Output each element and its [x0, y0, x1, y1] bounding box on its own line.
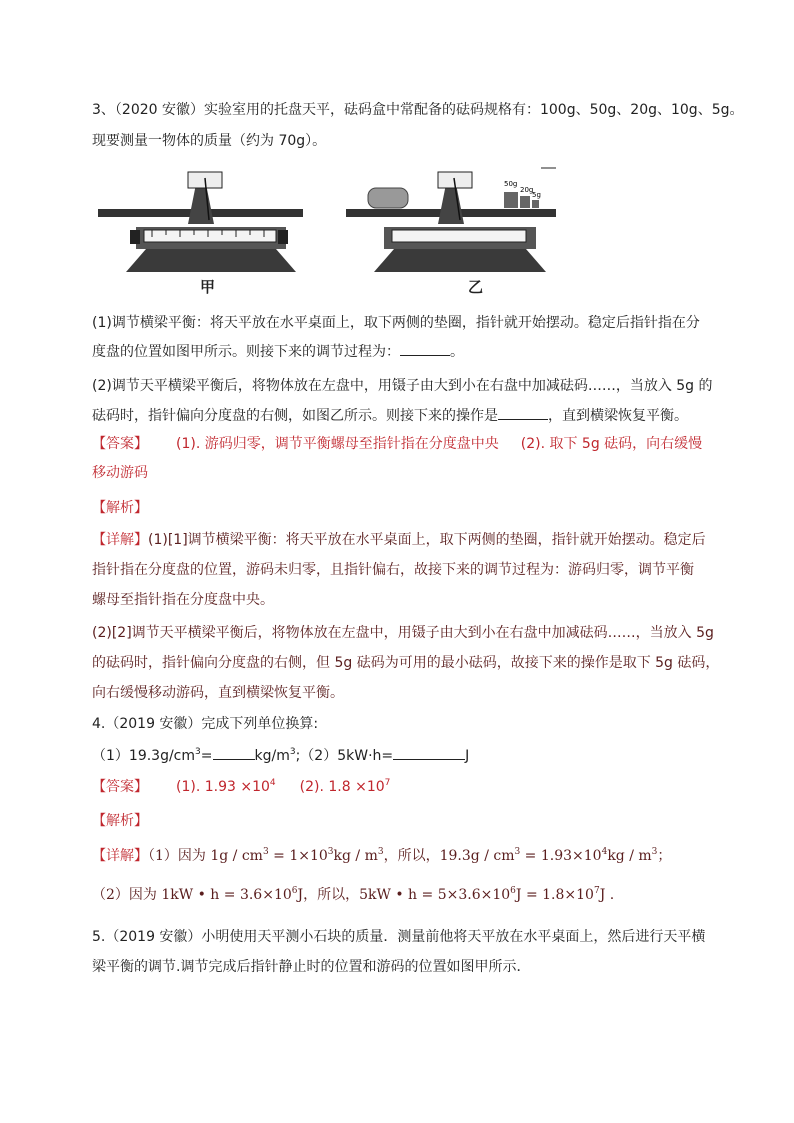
weight-label-20g: 20g — [520, 186, 534, 194]
q3-detail-line-2: 指针指在分度盘的位置，游码未归零，且指针偏右，故接下来的调节过程为：游码归零，调节平衡 — [92, 562, 694, 578]
q5-line-1: 5.（2019 安徽）小明使用天平测小石块的质量．测量前他将天平放在水平桌面上，然后进行天平横 — [92, 929, 706, 945]
q3-answer-line-1 — [92, 434, 702, 454]
q4-d1-k: kg / m — [607, 848, 652, 864]
q4-d1-i: = 1.93×10 — [520, 848, 602, 864]
q4-question — [92, 745, 469, 766]
detail-tag: 【详解】 — [92, 532, 148, 548]
q4-sup-a: 3 — [195, 747, 201, 757]
q3-detail-1: (1)[1]调节横梁平衡：将天平放在水平桌面上，取下两侧的垫圈，指针就开始摆动。稳定后 — [148, 532, 706, 548]
q3-detail-line-4: (2)[2]调节天平横梁平衡后，将物体放在左盘中，用镊子由大到小在右盘中加减砝码……，当放入 5g — [92, 625, 714, 641]
q3-detail-line-1 — [92, 530, 706, 550]
q4-d1-j: 4 — [601, 847, 608, 857]
q3-answer-1: (1). 游码归零，调节平衡螺母至指针指在分度盘中央 — [176, 436, 499, 452]
q4-d1-g: ，所以，19.3g / cm — [383, 848, 515, 864]
answer-blank-1[interactable] — [400, 341, 450, 356]
weight-label-5g: 5g — [532, 191, 541, 199]
balance-a-image — [98, 172, 303, 272]
q3-answer-2: (2). 取下 5g 砝码，向右缓慢 — [520, 436, 703, 452]
q4-text-e: J — [465, 748, 470, 764]
q4-d1-l: 3 — [651, 847, 658, 857]
q3-text-line-2: 现要测量一物体的质量（约为 70g）。 — [92, 133, 327, 149]
balance-b-image — [346, 168, 556, 272]
q3-text-line-1: 3、（2020 安徽）实验室用的托盘天平，砝码盒中常配备的砝码规格有：100g、50g、20g、10g、5g。 — [92, 102, 744, 118]
q4-d2-g: J . — [599, 887, 615, 903]
figure-label-yi: 乙 — [468, 278, 484, 296]
figure-label-jia: 甲 — [200, 278, 216, 296]
answer-tag: 【答案】 — [92, 436, 148, 452]
q4-text-a: （1）19.3g/cm — [92, 748, 196, 764]
q3-part2-line-1: (2)调节天平横梁平衡后，将物体放在左盘中，用镊子由大到小在右盘中加减砝码……，当放入 5g 的 — [92, 378, 713, 394]
q4-answer-line — [92, 777, 390, 797]
q4-detail-line-1 — [92, 846, 671, 866]
balance-figure — [96, 164, 566, 294]
q4-answer-1: (1). 1.93 ×10 — [176, 779, 270, 795]
q4-answer-tag: 【答案】 — [92, 779, 148, 795]
q4-d1-m: ； — [657, 848, 672, 864]
q4-d2-c: J，所以，5kW • h = 5×3.6×10 — [297, 887, 511, 903]
q4-answer-2-exp: 7 — [384, 778, 391, 788]
q3-part1-end: 。 — [450, 344, 464, 360]
q4-title: 4.（2019 安徽）完成下列单位换算: — [92, 716, 319, 732]
q4-d2-b: 6 — [291, 886, 298, 896]
q4-sup-b: 3 — [289, 747, 296, 757]
q4-answer-2: (2). 1.8 ×10 — [299, 779, 385, 795]
q4-d1-d: 3 — [327, 847, 334, 857]
q3-part2-end: ，直到横梁恢复平衡。 — [548, 408, 688, 424]
q4-d1-f: 3 — [377, 847, 384, 857]
q4-d2-e: J = 1.8×10 — [515, 887, 594, 903]
q3-detail-line-5: 的砝码时，指针偏向分度盘的右侧，但 5g 砝码为可用的最小砝码，故接下来的操作是取下 5g 砝码， — [92, 655, 720, 671]
q4-d2-d: 6 — [510, 886, 516, 896]
q4-d2-a: （2）因为 1kW • h = 3.6×10 — [92, 887, 292, 903]
q3-part2-text: 砝码时，指针偏向分度盘的右侧，如图乙所示。则接下来的操作是 — [92, 408, 498, 424]
q4-analysis-tag: 【解析】 — [92, 813, 148, 829]
q4-text-c: kg/m — [254, 748, 290, 764]
q4-answer-1-exp: 4 — [269, 778, 276, 788]
q3-detail-line-6: 向右缓慢移动游码，直到横梁恢复平衡。 — [92, 685, 344, 701]
q4-d1-b: 3 — [262, 847, 269, 857]
weight-label-50g: 50g — [504, 180, 518, 188]
answer-blank-2[interactable] — [498, 405, 548, 420]
q3-part1-line-1: (1)调节横梁平衡：将天平放在水平桌面上，取下两侧的垫圈，指针就开始摆动。稳定后指针指在分 — [92, 315, 700, 331]
q4-detail-line-2 — [92, 885, 614, 905]
q4-d1-h: 3 — [514, 847, 521, 857]
q4-d1-a: （1）因为 1g / cm — [148, 848, 263, 864]
q3-detail-line-3: 螺母至指针指在分度盘中央。 — [92, 592, 274, 608]
q3-analysis-tag: 【解析】 — [92, 500, 148, 516]
q4-d1-c: = 1×10 — [268, 848, 328, 864]
q3-answer-line-2: 移动游码 — [92, 465, 148, 481]
q3-part2-line-2 — [92, 405, 688, 426]
q3-part1-line-2 — [92, 341, 464, 362]
q4-d2-f: 7 — [593, 886, 600, 896]
q5-line-2: 梁平衡的调节.调节完成后指针静止时的位置和游码的位置如图甲所示． — [92, 959, 531, 975]
answer-blank-3[interactable] — [213, 745, 255, 760]
q4-detail-tag: 【详解】 — [92, 848, 148, 864]
q4-d1-e: kg / m — [333, 848, 378, 864]
q4-text-d: ;（2）5kW·h= — [295, 748, 394, 764]
q4-text-b: = — [200, 748, 213, 764]
answer-blank-4[interactable] — [393, 745, 465, 760]
q3-part1-text: 度盘的位置如图甲所示。则接下来的调节过程为： — [92, 344, 400, 360]
